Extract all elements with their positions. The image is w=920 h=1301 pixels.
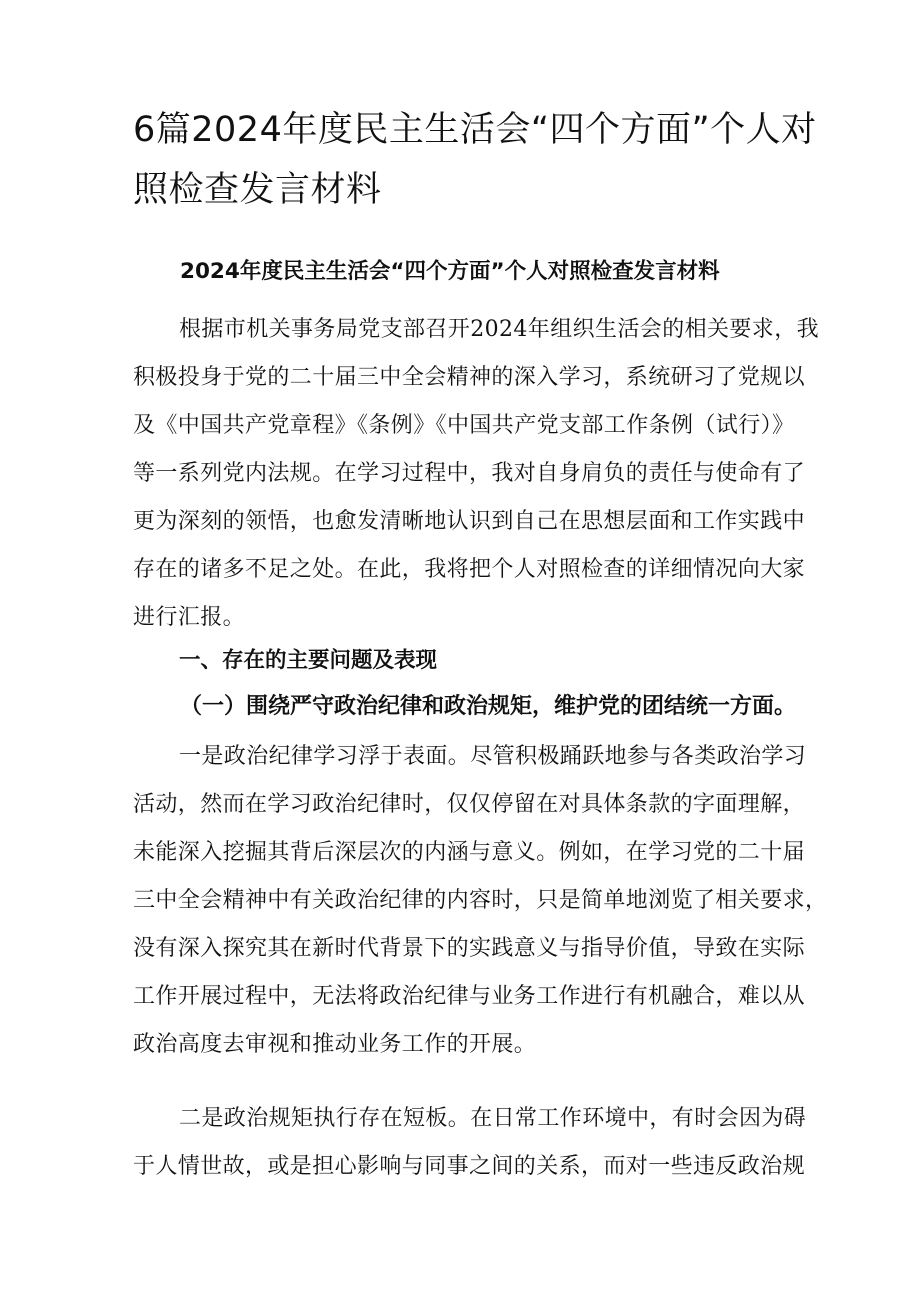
document-title-line: 6篇2024年度民主生活会“四个方面”个人对 [133,110,817,150]
text-line: 进行汇报。 [133,605,246,630]
body-paragraph-2 [133,1095,813,1191]
document-subtitle: 2024年度民主生活会“四个方面”个人对照检查发言材料 [180,259,720,284]
text-line: 未能深入挖掘其背后深层次的内涵与意义。例如，在学习党的二十届 [133,840,806,865]
intro-paragraph [133,306,819,642]
text-line: 及《中国共产党章程》《条例》《中国共产党支部工作条例（试行）》 [133,413,795,438]
text-line: 二是政治规矩执行存在短板。在日常工作环境中，有时会因为碍 [179,1106,807,1131]
text-line: 工作开展过程中，无法将政治纪律与业务工作进行有机融合，难以从 [133,984,806,1009]
text-line: 一是政治纪律学习浮于表面。尽管积极踊跃地参与各类政治学习 [179,744,807,769]
text-line: 政治高度去审视和推动业务工作的开展。 [133,1032,537,1057]
text-line: 积极投身于党的二十届三中全会精神的深入学习，系统研习了党规以 [133,365,806,390]
document-title [133,100,817,220]
text-line: 于人情世故，或是担心影响与同事之间的关系，而对一些违反政治规 [133,1154,806,1179]
text-line: 存在的诸多不足之处。在此，我将把个人对照检查的详细情况向大家 [133,557,806,582]
document-title-line: 照检查发言材料 [133,170,382,210]
text-line: 根据市机关事务局党支部召开2024年组织生活会的相关要求，我 [179,317,819,342]
text-line: 没有深入探究其在新时代背景下的实践意义与指导价值，导致在实际 [133,936,806,961]
subsection-heading: （一）围绕严守政治纪律和政治规矩，维护党的团结统一方面。 [180,693,797,719]
text-line: 三中全会精神中有关政治纪律的内容时，只是简单地浏览了相关要求， [133,888,828,913]
text-line: 更为深刻的领悟，也愈发清晰地认识到自己在思想层面和工作实践中 [133,509,806,534]
text-line: 活动，然而在学习政治纪律时，仅仅停留在对具体条款的字面理解， [133,792,806,817]
body-paragraph-1 [133,733,828,1069]
section-heading: 一、存在的主要问题及表现 [179,648,438,673]
text-line: 等一系列党内法规。在学习过程中，我对自身肩负的责任与使命有了 [133,461,806,486]
